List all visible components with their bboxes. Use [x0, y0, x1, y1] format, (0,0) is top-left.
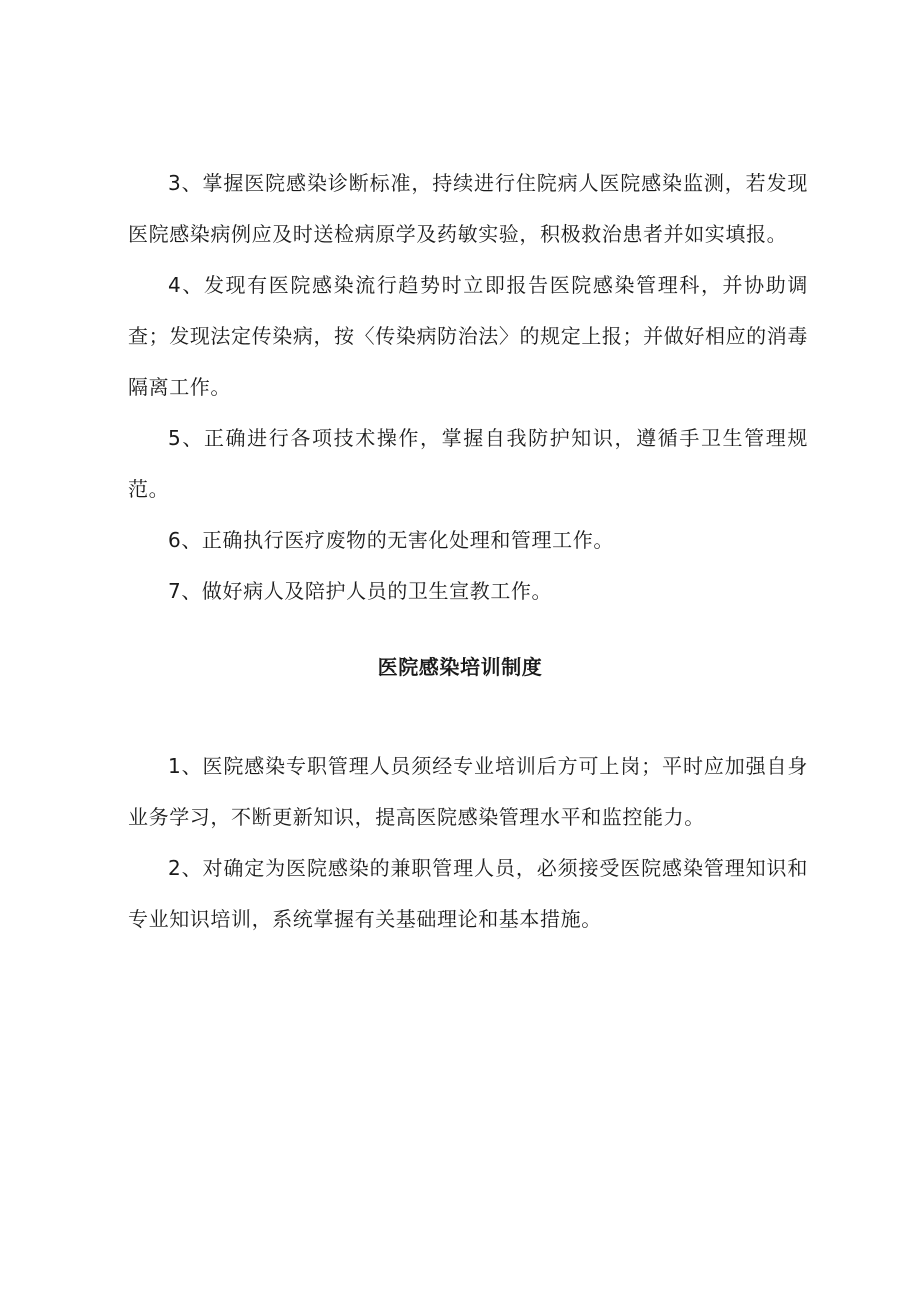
duty-list [128, 158, 808, 617]
section-title: 医院感染培训制度 [377, 655, 543, 679]
list-item: 5、正确进行各项技术操作，掌握自我防护知识，遵循手卫生管理规范。 [128, 426, 808, 501]
list-item: 4、发现有医院感染流行趋势时立即报告医院感染管理科，并协助调查；发现法定传染病，按〈传染病防治法〉的规定上报；并做好相应的消毒隔离工作。 [128, 273, 808, 399]
list-item: 1、医院感染专职管理人员须经专业培训后方可上岗；平时应加强自身业务学习，不断更新知识，提高医院感染管理水平和监控能力。 [128, 754, 808, 829]
list-item: 2、对确定为医院感染的兼职管理人员，必须接受医院感染管理知识和专业知识培训，系统掌握有关基础理论和基本措施。 [128, 856, 808, 931]
list-item: 6、正确执行医疗废物的无害化处理和管理工作。 [168, 528, 614, 552]
training-list [128, 741, 808, 945]
list-item: 3、掌握医院感染诊断标准，持续进行住院病人医院感染监测，若发现医院感染病例应及时送检病原学及药敏实验，积极救治患者并如实填报。 [128, 171, 808, 246]
list-item: 7、做好病人及陪护人员的卫生宣教工作。 [168, 579, 553, 603]
